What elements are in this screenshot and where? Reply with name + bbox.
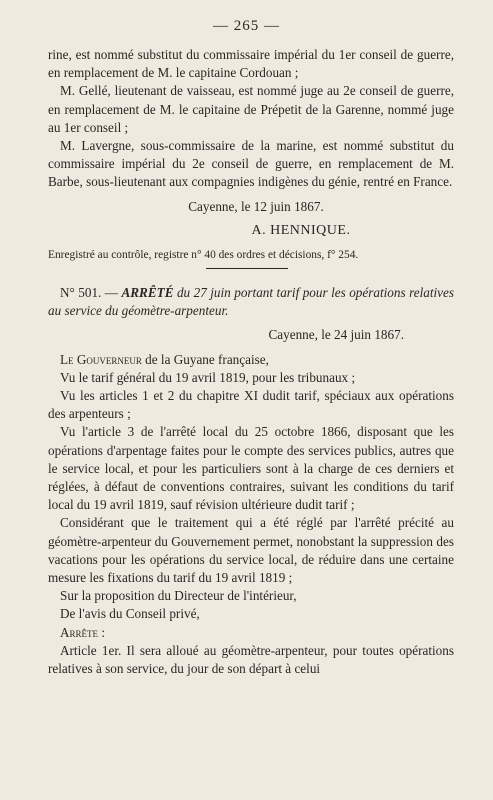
section-divider (206, 268, 288, 269)
signature: A. HENNIQUE. (251, 222, 351, 238)
decree-title-bold: ARRÊTÉ (121, 285, 174, 300)
paragraph-vu-3: Vu l'article 3 de l'arrêté local du 25 octobre 1866, disposant que les opérations d'arpentage faites pour le compte des services publics, autres que le service local, et pour les particuliers sont à la charge de ces derniers et réglées, à défaut de conventions contraires, suivant les conditions du tarif local du 19 avril 1819, sauf révision ultérieure dudit tarif ; (48, 424, 454, 513)
decree-dash: — (101, 285, 122, 300)
decree-title-rest: du 27 juin portant tarif pour les opérations relatives au service du géomètre-arpenteur. (48, 285, 454, 319)
decree-section (48, 284, 454, 678)
decree-number: N° 501. (60, 285, 102, 300)
governor-line (48, 351, 454, 369)
top-section (48, 46, 454, 264)
paragraph-considerant: Considérant que le traitement qui a été réglé par l'arrêté précité au géomètre-arpenteur du Gouvernement permet, nonobstant la suppression des vacations pour les opérations du service local, de réduire dans une certaine mesure les fixations du tarif du 19 avril 1819 ; (48, 515, 454, 586)
page-number: — 265 — (213, 18, 280, 34)
paragraph-appointment-2: M. Gellé, lieutenant de vaisseau, est nommé juge au 2e conseil de guerre, en remplacement de M. le capitaine de Prépetit de la Garenne, nommé juge au 1er conseil ; (48, 83, 454, 135)
paragraph-arrete: Arrête : (60, 624, 105, 640)
decree-date: Cayenne, le 24 juin 1867. (268, 327, 404, 343)
paragraph-appointment-1: rine, est nommé substitut du commissaire impérial du 1er conseil de guerre, en remplacement de M. le capitaine Cordouan ; (48, 47, 454, 81)
signing-date: Cayenne, le 12 juin 1867. (188, 198, 324, 214)
paragraph-article-1: Article 1er. Il sera alloué au géomètre-arpenteur, pour toutes opérations relatives à son service, du jour de son départ à celui (48, 642, 454, 677)
governor-title: Le Gouverneur (60, 351, 142, 367)
decree-title (48, 284, 454, 320)
paragraph-vu-2: Vu les articles 1 et 2 du chapitre XI dudit tarif, spéciaux aux opérations des arpenteurs ; (48, 388, 454, 422)
paragraph-avis: De l'avis du Conseil privé, (60, 606, 200, 622)
paragraph-appointment-3: M. Lavergne, sous-commissaire de la marine, est nommé substitut du commissaire impérial du 2e conseil de guerre, en remplacement de M. Barbe, sous-lieutenant aux compagnies indigènes du génie, rentré en France. (48, 138, 454, 190)
registration-note: Enregistré au contrôle, registre n° 40 des ordres et décisions, f° 254. (48, 249, 359, 262)
governor-rest: de la Guyane française, (141, 351, 269, 367)
paragraph-vu-1: Vu le tarif général du 19 avril 1819, pour les tribunaux ; (60, 369, 356, 385)
paragraph-proposition: Sur la proposition du Directeur de l'intérieur, (60, 588, 297, 604)
